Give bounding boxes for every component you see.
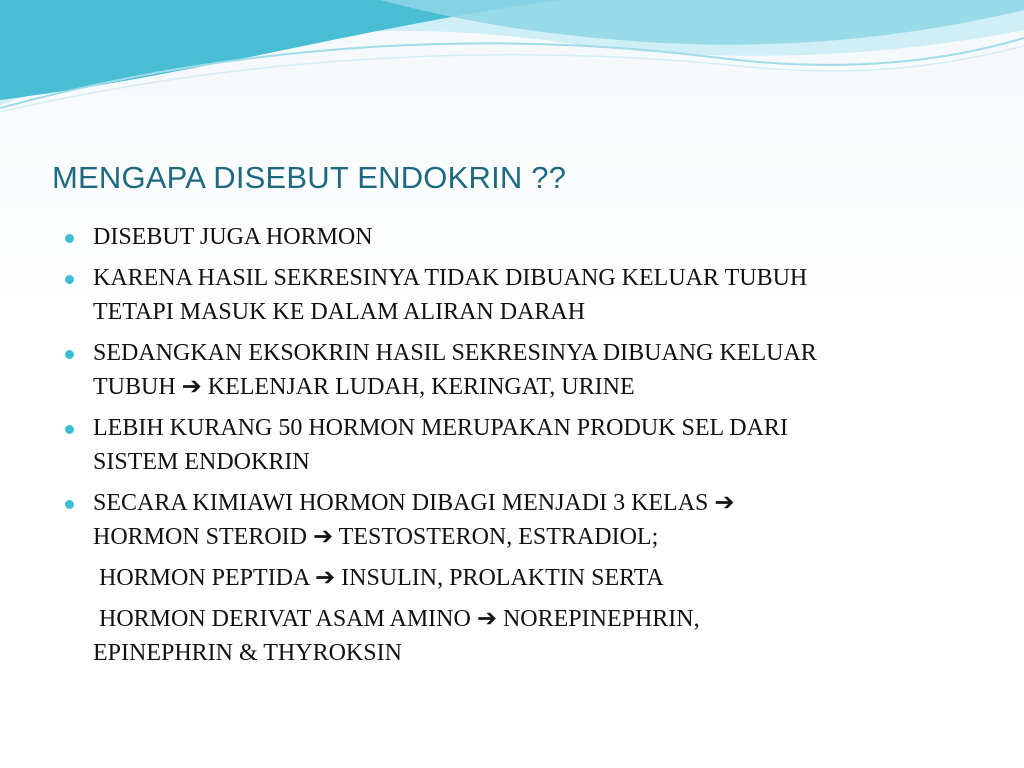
bullet-dot-icon (65, 350, 74, 359)
continuation-text: EPINEPHRIN & THYROKSIN (93, 640, 402, 666)
bullet-text: KARENA HASIL SEKRESINYA TIDAK DIBUANG KELUAR TUBUH (93, 265, 808, 291)
bullet-item (62, 411, 962, 479)
bullet-item (62, 261, 962, 329)
bullet-dot-icon (65, 425, 74, 434)
slide-title: MENGAPA DISEBUT ENDOKRIN ?? (52, 160, 567, 195)
bullet-item (62, 220, 962, 254)
bullet-dot-icon (65, 500, 74, 509)
bullet-text: DISEBUT JUGA HORMON (93, 224, 373, 250)
bullet-dot-icon (65, 275, 74, 284)
bullet-item (62, 336, 962, 404)
bullet-text: TETAPI MASUK KE DALAM ALIRAN DARAH (93, 299, 586, 325)
bullet-text: LEBIH KURANG 50 HORMON MERUPAKAN PRODUK SEL DARI (93, 415, 788, 441)
bullet-text: SECARA KIMIAWI HORMON DIBAGI MENJADI 3 KELAS ➔ (93, 490, 735, 516)
continuation-text: HORMON PEPTIDA ➔ INSULIN, PROLAKTIN SERTA (99, 565, 664, 591)
bullet-dot-icon (65, 234, 74, 243)
header-wave-decoration (0, 0, 1024, 120)
continuation-paragraph (62, 602, 962, 670)
bullet-text: SEDANGKAN EKSOKRIN HASIL SEKRESINYA DIBUANG KELUAR (93, 340, 817, 366)
continuation-paragraph (62, 561, 962, 595)
continuation-text: HORMON DERIVAT ASAM AMINO ➔ NOREPINEPHRIN, (99, 606, 700, 632)
bullet-text: HORMON STEROID ➔ TESTOSTERON, ESTRADIOL; (93, 524, 659, 550)
bullet-text: SISTEM ENDOKRIN (93, 449, 310, 475)
bullet-item (62, 486, 962, 554)
bullet-text: TUBUH ➔ KELENJAR LUDAH, KERINGAT, URINE (93, 374, 635, 400)
bullet-list (62, 220, 962, 677)
